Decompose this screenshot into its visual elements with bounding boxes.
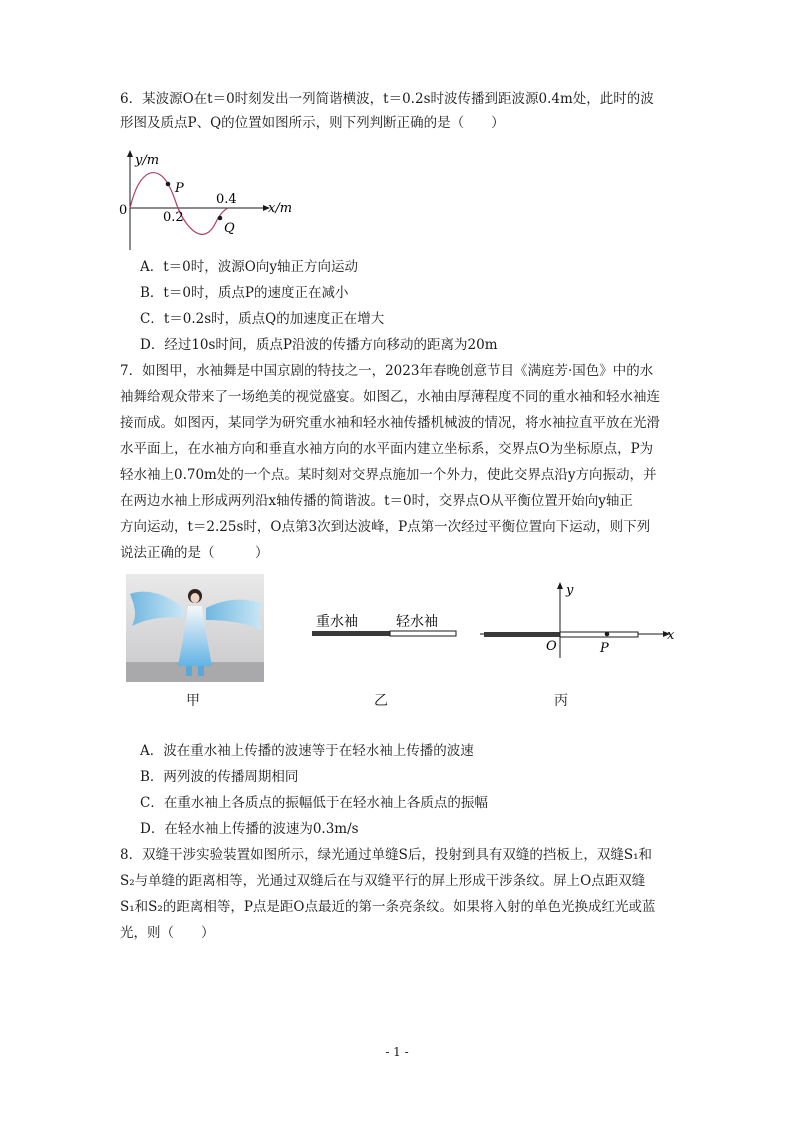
q8-stem-line-2: S₂与单缝的距离相等，光通过双缝后在与双缝平行的屏上形成干涉条纹。屏上O点距双缝 (120, 873, 646, 889)
q8-stem-line-1: 8．双缝干涉实验装置如图所示，绿光通过单缝S后，投射到具有双缝的挡板上，双缝S₁和 (120, 847, 652, 863)
fig-b-light-label: 轻水袖 (396, 614, 438, 630)
fig-c-label-p: P (600, 641, 609, 656)
fig-b-heavy-sleeve (312, 631, 390, 636)
q7-fig-a-dancer-photo (126, 574, 264, 682)
fig-c-origin-label: O (546, 639, 557, 654)
q6-x-label: x/m (268, 201, 293, 216)
dancer-face (191, 593, 200, 603)
dancer-leg-right (198, 666, 204, 676)
q7-fig-c-coordinate-diagram (476, 578, 686, 660)
caption-jia: 甲 (186, 693, 200, 709)
fig-c-heavy-sleeve (484, 632, 560, 637)
q6-y-arrow (127, 150, 133, 157)
q6-stem-line-1: 6．某波源O在t＝0时刻发出一列简谐横波，t＝0.2s时波传播到距波源0.4m处，此时的波 (120, 91, 654, 107)
q7-option-c: C．在重水袖上各质点的振幅低于在轻水袖上各质点的振幅 (140, 795, 488, 811)
dancer-leg-left (186, 666, 192, 676)
q6-option-b: B．t＝0时，质点P的速度正在减小 (140, 285, 349, 301)
q7-option-b: B．两列波的传播周期相同 (140, 769, 299, 785)
q6-stem-line-2: 形图及质点P、Q的位置如图所示，则下列判断正确的是（ ） (120, 115, 505, 131)
q7-option-d: D．在轻水袖上传播的波速为0.3m/s (140, 821, 359, 837)
q6-point-q (218, 216, 223, 221)
q7-fig-b-sleeves (306, 608, 466, 642)
q6-y-label: y/m (135, 153, 160, 168)
q7-stem-line-4: 水平面上，在水袖方向和垂直水袖方向的水平面内建立坐标系，交界点O为坐标原点，P为 (120, 441, 654, 457)
q7-stem-line-8: 说法正确的是（ ） (120, 545, 269, 561)
fig-c-y-arrow (557, 582, 563, 589)
q6-option-a: A．t＝0时，波源O向y轴正方向运动 (140, 259, 358, 275)
q7-stem-line-5: 轻水袖上0.70m处的一个点。某时刻对交界点施加一个外力，使此交界点沿y方向振动，并 (120, 467, 657, 483)
fig-b-heavy-label: 重水袖 (316, 614, 358, 630)
q6-option-d: D．经过10s时间，质点P沿波的传播方向移动的距离为20m (140, 337, 498, 353)
caption-bing: 丙 (554, 693, 568, 709)
q7-stem-line-3: 接而成。如图丙，某同学为研究重水袖和轻水袖传播机械波的情况，将水袖拉直平放在光滑 (120, 415, 660, 431)
q8-stem-line-4: 光，则（ ） (120, 925, 215, 941)
q7-stem-line-7: 方向运动，t＝2.25s时，O点第3次到达波峰，P点第一次经过平衡位置向下运动，则下列 (120, 519, 651, 535)
fig-c-point-p (605, 632, 610, 637)
page-number: - 1 - (385, 1045, 409, 1059)
fig-c-light-sleeve (560, 632, 638, 637)
q7-stem-line-1: 7．如图甲，水袖舞是中国京剧的特技之一，2023年春晚创意节目《满庭芳·国色》中的水 (120, 363, 654, 379)
fig-b-light-sleeve (390, 631, 456, 636)
q6-wave-graph (116, 148, 306, 252)
q7-stem-line-2: 袖舞给观众带来了一场绝美的视觉盛宴。如图乙，水袖由厚薄程度不同的重水袖和轻水袖连 (120, 389, 660, 405)
q6-tick-0.4: 0.4 (216, 192, 237, 207)
q6-tick-0.2: 0.2 (163, 210, 184, 225)
q6-option-c: C．t＝0.2s时，质点Q的加速度正在增大 (140, 311, 385, 327)
fig-c-y-label: y (566, 583, 574, 598)
fig-c-x-label: x (667, 628, 675, 643)
q7-stem-line-6: 在两边水袖上形成两列沿x轴传播的简谐波。t＝0时，交界点O从平衡位置开始向y轴正 (120, 493, 633, 509)
q8-stem-line-3: S₁和S₂的距离相等，P点是距O点最近的第一条亮条纹。如果将入射的单色光换成红光或蓝 (120, 899, 656, 915)
q6-origin-label: 0 (119, 203, 128, 218)
caption-yi: 乙 (374, 693, 388, 709)
q6-label-q: Q (224, 221, 235, 236)
q6-label-p: P (175, 181, 184, 196)
q7-option-a: A．波在重水袖上传播的波速等于在轻水袖上传播的波速 (140, 743, 474, 759)
q6-point-p (166, 182, 171, 187)
